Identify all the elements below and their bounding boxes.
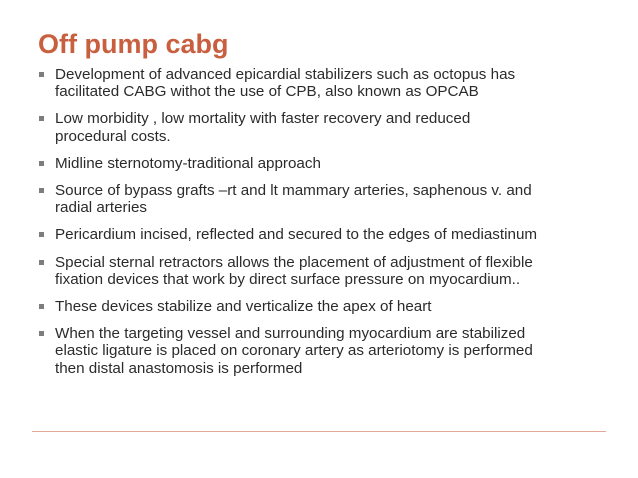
bullet-line: radial arteries: [55, 199, 148, 217]
bullet-line: Low morbidity , low mortality with faster recovery and reduced: [55, 110, 471, 128]
bullet-line: Pericardium incised, reflected and secured to the edges of mediastinum: [55, 226, 538, 244]
square-bullet-icon: [39, 188, 44, 193]
square-bullet-icon: [39, 161, 44, 166]
bullet-item-stabilize-apex: [38, 298, 608, 315]
slide-title: Off pump cabg: [38, 29, 229, 59]
square-bullet-icon: [39, 331, 44, 336]
bullet-line: then distal anastomosis is performed: [55, 359, 303, 377]
bullet-line: These devices stabilize and verticalize the apex of heart: [55, 298, 432, 316]
bullet-item-midline-sternotomy: [38, 155, 608, 172]
square-bullet-icon: [39, 116, 44, 121]
bullet-line: procedural costs.: [55, 127, 171, 145]
bottom-divider: [32, 431, 606, 432]
bullet-line: Special sternal retractors allows the placement of adjustment of flexible: [55, 253, 533, 271]
bullet-list: [38, 66, 608, 387]
square-bullet-icon: [39, 304, 44, 309]
square-bullet-icon: [39, 72, 44, 77]
bullet-line: Development of advanced epicardial stabilizers such as octopus has: [55, 66, 516, 83]
bullet-line: Midline sternotomy-traditional approach: [55, 154, 321, 172]
bullet-item-low-morbidity: [38, 110, 608, 144]
bullet-line: Source of bypass grafts –rt and lt mammary arteries, saphenous v. and: [55, 182, 532, 200]
bullet-item-pericardium: [38, 226, 608, 243]
bullet-line: facilitated CABG withot the use of CPB, also known as OPCAB: [55, 83, 479, 101]
bullet-item-epicardial-stabilizers: [38, 66, 608, 100]
bullet-item-bypass-grafts: [38, 182, 608, 216]
square-bullet-icon: [39, 232, 44, 237]
bullet-line: When the targeting vessel and surrounding myocardium are stabilized: [55, 325, 526, 343]
bullet-line: fixation devices that work by direct surface pressure on myocardium..: [55, 270, 521, 288]
square-bullet-icon: [39, 260, 44, 265]
bullet-item-sternal-retractors: [38, 254, 608, 288]
bullet-line: elastic ligature is placed on coronary artery as arteriotomy is performed: [55, 342, 533, 360]
bullet-item-targeting-vessel: [38, 325, 608, 377]
